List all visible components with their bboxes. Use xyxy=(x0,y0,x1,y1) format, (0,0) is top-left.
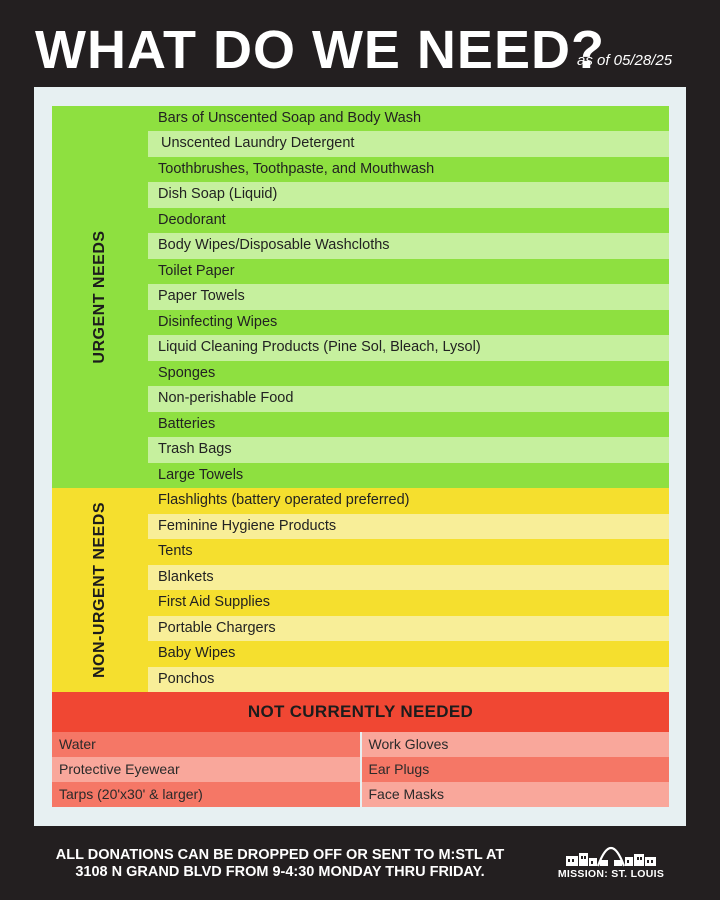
non-urgent-side-label xyxy=(52,488,148,692)
list-item: Dish Soap (Liquid) xyxy=(148,182,669,207)
list-item: Liquid Cleaning Products (Pine Sol, Bleach, Lysol) xyxy=(148,335,669,360)
not-needed-header: NOT CURRENTLY NEEDED xyxy=(52,692,669,732)
non-urgent-label: NON-URGENT NEEDS xyxy=(91,502,108,679)
needs-table xyxy=(52,106,669,807)
non-urgent-list xyxy=(148,488,669,692)
non-urgent-section xyxy=(52,488,669,692)
footer-line-2: 3108 N GRAND BLVD FROM 9-4:30 MONDAY THRU FRIDAY. xyxy=(75,864,485,880)
list-item: Sponges xyxy=(148,361,669,386)
list-item: Baby Wipes xyxy=(148,641,669,667)
urgent-section xyxy=(52,106,669,488)
list-item: Ear Plugs xyxy=(362,757,670,782)
list-item: Disinfecting Wipes xyxy=(148,310,669,335)
not-needed-grid xyxy=(52,732,669,807)
list-item: Large Towels xyxy=(148,463,669,488)
list-item: Tarps (20'x30' & larger) xyxy=(52,782,360,807)
not-needed-left-column xyxy=(52,732,362,807)
list-item: Water xyxy=(52,732,360,757)
footer-line-1: ALL DONATIONS CAN BE DROPPED OFF OR SENT TO M:STL AT xyxy=(55,847,505,863)
urgent-side-label xyxy=(52,106,148,488)
list-item: Work Gloves xyxy=(362,732,670,757)
list-item: Feminine Hygiene Products xyxy=(148,514,669,540)
list-item: Protective Eyewear xyxy=(52,757,360,782)
urgent-list xyxy=(148,106,669,488)
list-item: Flashlights (battery operated preferred) xyxy=(148,488,669,514)
list-item: Face Masks xyxy=(362,782,670,807)
urgent-label: URGENT NEEDS xyxy=(91,230,108,364)
not-needed-right-column xyxy=(362,732,670,807)
list-item: Unscented Laundry Detergent xyxy=(148,131,669,156)
list-item: Bars of Unscented Soap and Body Wash xyxy=(148,106,669,131)
logo-text: MISSION: ST. LOUIS xyxy=(557,868,665,880)
page-title: WHAT DO WE NEED? xyxy=(35,20,605,80)
list-item: Ponchos xyxy=(148,667,669,693)
list-item: First Aid Supplies xyxy=(148,590,669,616)
list-item: Toilet Paper xyxy=(148,259,669,284)
list-item: Portable Chargers xyxy=(148,616,669,642)
list-item: Trash Bags xyxy=(148,437,669,462)
list-item: Tents xyxy=(148,539,669,565)
list-item: Batteries xyxy=(148,412,669,437)
as-of-date: as of 05/28/25 xyxy=(577,52,673,69)
list-item: Deodorant xyxy=(148,208,669,233)
list-item: Non-perishable Food xyxy=(148,386,669,411)
list-item: Toothbrushes, Toothpaste, and Mouthwash xyxy=(148,157,669,182)
footer-note xyxy=(40,847,520,881)
list-item: Blankets xyxy=(148,565,669,591)
list-item: Body Wipes/Disposable Washcloths xyxy=(148,233,669,258)
list-item: Paper Towels xyxy=(148,284,669,309)
